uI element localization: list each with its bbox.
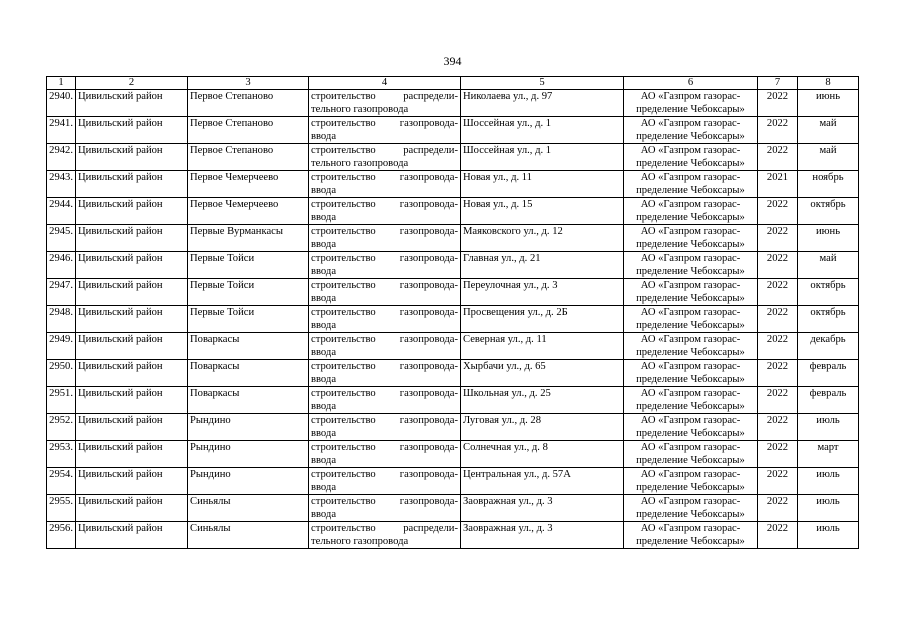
- settlement-cell: Первое Степаново: [188, 90, 309, 117]
- row-number-cell: 2956.: [47, 522, 76, 549]
- row-number-cell: 2947.: [47, 279, 76, 306]
- address-cell: Новая ул., д. 11: [461, 171, 624, 198]
- operator-cell-line: пределение Чебоксары»: [636, 266, 745, 277]
- operator-cell-line: пределение Чебоксары»: [636, 293, 745, 304]
- table-row: [47, 144, 859, 171]
- operator-cell-line: пределение Чебоксары»: [636, 212, 745, 223]
- address-cell: Новая ул., д. 15: [461, 198, 624, 225]
- year-cell: 2022: [758, 90, 798, 117]
- work-type-cell-line: ввода: [311, 401, 337, 412]
- district-cell: Цивильский район: [76, 225, 188, 252]
- work-type-cell: [309, 117, 461, 144]
- table-row: [47, 279, 859, 306]
- operator-cell-line: АО «Газпром газорас-: [640, 307, 741, 318]
- operator-cell: [624, 387, 758, 414]
- operator-cell-line: пределение Чебоксары»: [636, 131, 745, 142]
- address-cell: Центральная ул., д. 57А: [461, 468, 624, 495]
- column-number-cell: 6: [624, 77, 758, 90]
- work-type-cell-line: ввода: [311, 482, 337, 493]
- address-cell: Главная ул., д. 21: [461, 252, 624, 279]
- address-cell: Шоссейная ул., д. 1: [461, 117, 624, 144]
- month-cell: май: [798, 117, 859, 144]
- operator-cell-line: пределение Чебоксары»: [636, 185, 745, 196]
- year-cell: 2022: [758, 468, 798, 495]
- table-row: [47, 387, 859, 414]
- table-row: [47, 333, 859, 360]
- settlement-cell: Первое Степаново: [188, 117, 309, 144]
- work-type-cell: [309, 225, 461, 252]
- settlement-cell: Поваркасы: [188, 333, 309, 360]
- district-cell: Цивильский район: [76, 441, 188, 468]
- row-number-cell: 2952.: [47, 414, 76, 441]
- operator-cell: [624, 414, 758, 441]
- table-row: [47, 252, 859, 279]
- operator-cell: [624, 495, 758, 522]
- operator-cell: [624, 252, 758, 279]
- operator-cell-line: АО «Газпром газорас-: [640, 388, 741, 399]
- table-row: [47, 306, 859, 333]
- settlement-cell: Первые Тойси: [188, 252, 309, 279]
- month-cell: июль: [798, 468, 859, 495]
- work-type-cell-line: ввода: [311, 212, 337, 223]
- row-number-cell: 2951.: [47, 387, 76, 414]
- row-number-cell: 2949.: [47, 333, 76, 360]
- operator-cell-line: АО «Газпром газорас-: [640, 172, 741, 183]
- address-cell: Школьная ул., д. 25: [461, 387, 624, 414]
- work-type-cell-line: ввода: [311, 347, 337, 358]
- work-type-cell: [309, 306, 461, 333]
- work-type-cell-line: ввода: [311, 185, 337, 196]
- operator-cell: [624, 198, 758, 225]
- settlement-cell: Синьялы: [188, 522, 309, 549]
- year-cell: 2022: [758, 441, 798, 468]
- row-number-cell: 2953.: [47, 441, 76, 468]
- work-type-cell-line: строительство газопровода-: [311, 334, 458, 345]
- work-type-cell-line: строительство распредели-: [311, 91, 458, 102]
- work-type-cell-line: ввода: [311, 455, 337, 466]
- work-type-cell: [309, 171, 461, 198]
- work-type-cell: [309, 333, 461, 360]
- work-type-cell-line: строительство газопровода-: [311, 442, 458, 453]
- table-row: [47, 171, 859, 198]
- settlement-cell: Первые Тойси: [188, 306, 309, 333]
- month-cell: июнь: [798, 225, 859, 252]
- row-number-cell: 2940.: [47, 90, 76, 117]
- operator-cell: [624, 333, 758, 360]
- column-number-cell: 8: [798, 77, 859, 90]
- settlement-cell: Синьялы: [188, 495, 309, 522]
- work-type-cell: [309, 360, 461, 387]
- district-cell: Цивильский район: [76, 495, 188, 522]
- work-type-cell-line: ввода: [311, 320, 337, 331]
- district-cell: Цивильский район: [76, 279, 188, 306]
- month-cell: февраль: [798, 360, 859, 387]
- operator-cell-line: пределение Чебоксары»: [636, 320, 745, 331]
- operator-cell-line: пределение Чебоксары»: [636, 536, 745, 547]
- operator-cell-line: пределение Чебоксары»: [636, 374, 745, 385]
- work-type-cell-line: строительство газопровода-: [311, 415, 458, 426]
- month-cell: декабрь: [798, 333, 859, 360]
- month-cell: июнь: [798, 90, 859, 117]
- work-type-cell-line: строительство газопровода-: [311, 172, 458, 183]
- operator-cell: [624, 279, 758, 306]
- work-type-cell-line: строительство газопровода-: [311, 361, 458, 372]
- row-number-cell: 2945.: [47, 225, 76, 252]
- month-cell: февраль: [798, 387, 859, 414]
- year-cell: 2022: [758, 360, 798, 387]
- operator-cell: [624, 441, 758, 468]
- district-cell: Цивильский район: [76, 522, 188, 549]
- work-type-cell-line: строительство газопровода-: [311, 226, 458, 237]
- work-type-cell-line: строительство газопровода-: [311, 469, 458, 480]
- gas-pipeline-registry-table: [46, 76, 859, 549]
- address-cell: Просвещения ул., д. 2Б: [461, 306, 624, 333]
- month-cell: октябрь: [798, 198, 859, 225]
- table-body: [47, 90, 859, 549]
- work-type-cell-line: ввода: [311, 293, 337, 304]
- month-cell: ноябрь: [798, 171, 859, 198]
- address-cell: Маяковского ул., д. 12: [461, 225, 624, 252]
- address-cell: Северная ул., д. 11: [461, 333, 624, 360]
- work-type-cell: [309, 144, 461, 171]
- operator-cell: [624, 117, 758, 144]
- district-cell: Цивильский район: [76, 360, 188, 387]
- work-type-cell-line: ввода: [311, 428, 337, 439]
- address-cell: Солнечная ул., д. 8: [461, 441, 624, 468]
- operator-cell: [624, 522, 758, 549]
- operator-cell-line: АО «Газпром газорас-: [640, 361, 741, 372]
- work-type-cell-line: строительство газопровода-: [311, 253, 458, 264]
- row-number-cell: 2954.: [47, 468, 76, 495]
- operator-cell-line: пределение Чебоксары»: [636, 482, 745, 493]
- operator-cell-line: АО «Газпром газорас-: [640, 496, 741, 507]
- operator-cell-line: пределение Чебоксары»: [636, 158, 745, 169]
- operator-cell-line: пределение Чебоксары»: [636, 509, 745, 520]
- operator-cell: [624, 90, 758, 117]
- work-type-cell-line: ввода: [311, 131, 337, 142]
- page-number: 394: [443, 54, 462, 68]
- table-row: [47, 495, 859, 522]
- district-cell: Цивильский район: [76, 144, 188, 171]
- table-row: [47, 468, 859, 495]
- operator-cell-line: пределение Чебоксары»: [636, 347, 745, 358]
- year-cell: 2021: [758, 171, 798, 198]
- settlement-cell: Рындино: [188, 414, 309, 441]
- settlement-cell: Первое Степаново: [188, 144, 309, 171]
- month-cell: март: [798, 441, 859, 468]
- column-number-cell: 4: [309, 77, 461, 90]
- operator-cell-line: АО «Газпром газорас-: [640, 415, 741, 426]
- work-type-cell-line: строительство газопровода-: [311, 496, 458, 507]
- operator-cell-line: пределение Чебоксары»: [636, 455, 745, 466]
- work-type-cell: [309, 387, 461, 414]
- address-cell: Заовражная ул., д. 3: [461, 495, 624, 522]
- settlement-cell: Поваркасы: [188, 387, 309, 414]
- work-type-cell-line: строительство газопровода-: [311, 307, 458, 318]
- work-type-cell-line: ввода: [311, 239, 337, 250]
- district-cell: Цивильский район: [76, 306, 188, 333]
- work-type-cell-line: строительство газопровода-: [311, 199, 458, 210]
- work-type-cell-line: строительство распредели-: [311, 145, 458, 156]
- month-cell: октябрь: [798, 279, 859, 306]
- year-cell: 2022: [758, 117, 798, 144]
- month-cell: июль: [798, 495, 859, 522]
- district-cell: Цивильский район: [76, 90, 188, 117]
- work-type-cell-line: тельного газопровода: [311, 104, 409, 115]
- settlement-cell: Первые Тойси: [188, 279, 309, 306]
- year-cell: 2022: [758, 522, 798, 549]
- address-cell: Луговая ул., д. 28: [461, 414, 624, 441]
- work-type-cell-line: тельного газопровода: [311, 536, 409, 547]
- address-cell: Шоссейная ул., д. 1: [461, 144, 624, 171]
- district-cell: Цивильский район: [76, 333, 188, 360]
- column-number-cell: 3: [188, 77, 309, 90]
- operator-cell-line: АО «Газпром газорас-: [640, 334, 741, 345]
- year-cell: 2022: [758, 414, 798, 441]
- year-cell: 2022: [758, 495, 798, 522]
- settlement-cell: Поваркасы: [188, 360, 309, 387]
- month-cell: май: [798, 252, 859, 279]
- row-number-cell: 2944.: [47, 198, 76, 225]
- work-type-cell: [309, 252, 461, 279]
- table-row: [47, 414, 859, 441]
- year-cell: 2022: [758, 225, 798, 252]
- settlement-cell: Рындино: [188, 468, 309, 495]
- work-type-cell: [309, 468, 461, 495]
- operator-cell: [624, 306, 758, 333]
- work-type-cell: [309, 279, 461, 306]
- work-type-cell-line: строительство распредели-: [311, 523, 458, 534]
- address-cell: Переулочная ул., д. 3: [461, 279, 624, 306]
- address-cell: Хырбачи ул., д. 65: [461, 360, 624, 387]
- work-type-cell-line: ввода: [311, 374, 337, 385]
- work-type-cell: [309, 198, 461, 225]
- column-number-cell: 7: [758, 77, 798, 90]
- month-cell: октябрь: [798, 306, 859, 333]
- district-cell: Цивильский район: [76, 468, 188, 495]
- settlement-cell: Первое Чемерчеево: [188, 198, 309, 225]
- row-number-cell: 2943.: [47, 171, 76, 198]
- work-type-cell-line: строительство газопровода-: [311, 280, 458, 291]
- work-type-cell: [309, 414, 461, 441]
- row-number-cell: 2955.: [47, 495, 76, 522]
- year-cell: 2022: [758, 144, 798, 171]
- table-row: [47, 522, 859, 549]
- operator-cell-line: АО «Газпром газорас-: [640, 469, 741, 480]
- operator-cell: [624, 144, 758, 171]
- year-cell: 2022: [758, 387, 798, 414]
- month-cell: июль: [798, 522, 859, 549]
- district-cell: Цивильский район: [76, 117, 188, 144]
- month-cell: май: [798, 144, 859, 171]
- column-number-cell: 5: [461, 77, 624, 90]
- operator-cell-line: АО «Газпром газорас-: [640, 226, 741, 237]
- settlement-cell: Первое Чемерчеево: [188, 171, 309, 198]
- row-number-cell: 2948.: [47, 306, 76, 333]
- district-cell: Цивильский район: [76, 198, 188, 225]
- work-type-cell: [309, 441, 461, 468]
- column-number-row: [47, 77, 859, 90]
- operator-cell: [624, 225, 758, 252]
- district-cell: Цивильский район: [76, 414, 188, 441]
- district-cell: Цивильский район: [76, 252, 188, 279]
- operator-cell-line: АО «Газпром газорас-: [640, 442, 741, 453]
- row-number-cell: 2942.: [47, 144, 76, 171]
- year-cell: 2022: [758, 279, 798, 306]
- work-type-cell: [309, 90, 461, 117]
- year-cell: 2022: [758, 198, 798, 225]
- table-header: [47, 77, 859, 90]
- operator-cell-line: пределение Чебоксары»: [636, 401, 745, 412]
- table-row: [47, 198, 859, 225]
- operator-cell-line: АО «Газпром газорас-: [640, 118, 741, 129]
- operator-cell: [624, 360, 758, 387]
- year-cell: 2022: [758, 306, 798, 333]
- operator-cell-line: АО «Газпром газорас-: [640, 199, 741, 210]
- row-number-cell: 2950.: [47, 360, 76, 387]
- work-type-cell-line: ввода: [311, 266, 337, 277]
- table-row: [47, 117, 859, 144]
- operator-cell-line: АО «Газпром газорас-: [640, 91, 741, 102]
- district-cell: Цивильский район: [76, 171, 188, 198]
- work-type-cell: [309, 495, 461, 522]
- operator-cell-line: АО «Газпром газорас-: [640, 253, 741, 264]
- year-cell: 2022: [758, 333, 798, 360]
- address-cell: Николаева ул., д. 97: [461, 90, 624, 117]
- column-number-cell: 1: [47, 77, 76, 90]
- work-type-cell-line: строительство газопровода-: [311, 118, 458, 129]
- row-number-cell: 2941.: [47, 117, 76, 144]
- settlement-cell: Рындино: [188, 441, 309, 468]
- work-type-cell-line: тельного газопровода: [311, 158, 409, 169]
- row-number-cell: 2946.: [47, 252, 76, 279]
- table-row: [47, 225, 859, 252]
- work-type-cell: [309, 522, 461, 549]
- column-number-cell: 2: [76, 77, 188, 90]
- district-cell: Цивильский район: [76, 387, 188, 414]
- operator-cell-line: АО «Газпром газорас-: [640, 145, 741, 156]
- operator-cell-line: пределение Чебоксары»: [636, 239, 745, 250]
- operator-cell-line: АО «Газпром газорас-: [640, 523, 741, 534]
- table-row: [47, 441, 859, 468]
- address-cell: Заовражная ул., д. 3: [461, 522, 624, 549]
- work-type-cell-line: строительство газопровода-: [311, 388, 458, 399]
- settlement-cell: Первые Вурманкасы: [188, 225, 309, 252]
- year-cell: 2022: [758, 252, 798, 279]
- table-row: [47, 360, 859, 387]
- operator-cell: [624, 171, 758, 198]
- operator-cell-line: пределение Чебоксары»: [636, 104, 745, 115]
- operator-cell: [624, 468, 758, 495]
- operator-cell-line: пределение Чебоксары»: [636, 428, 745, 439]
- month-cell: июль: [798, 414, 859, 441]
- work-type-cell-line: ввода: [311, 509, 337, 520]
- table-row: [47, 90, 859, 117]
- operator-cell-line: АО «Газпром газорас-: [640, 280, 741, 291]
